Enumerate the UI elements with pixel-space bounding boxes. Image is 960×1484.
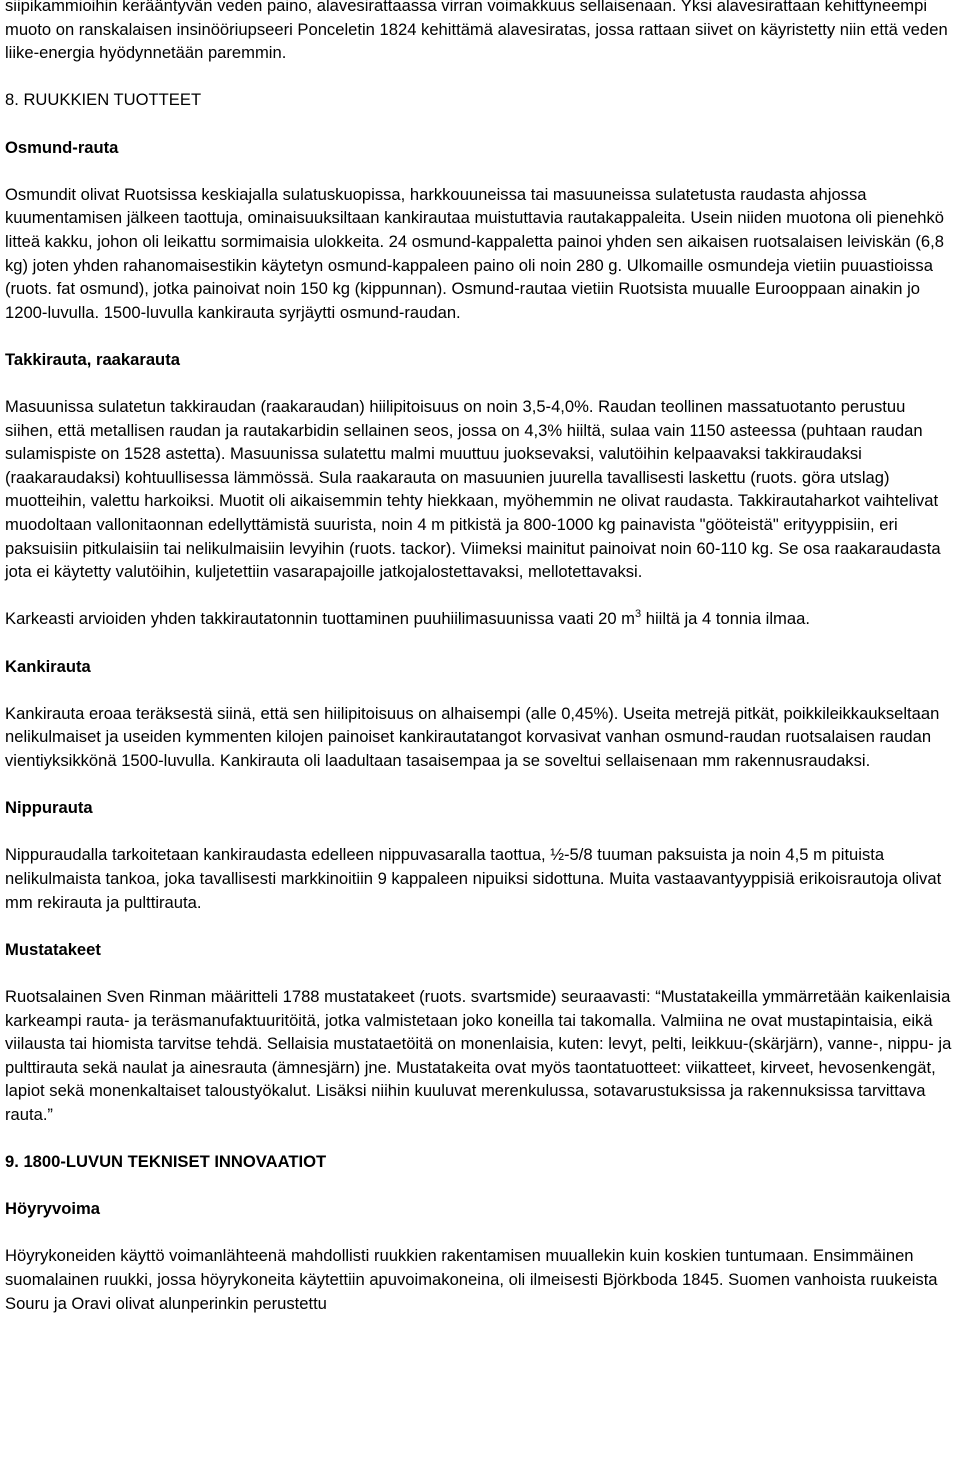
takkirauta-heading: Takkirauta, raakarauta <box>5 349 180 369</box>
hoyryvoima-paragraph: Höyrykoneiden käyttö voimanlähteenä mahdollisti ruukkien rakentamisen muuallekin kuin koskien tuntumaan. Ensimmäinen suomalainen ruukki, jossa höyrykoneita käytettiin apuvoimakoneina, oli ilmeisesti Björkboda 1845. Suomen vanhoista ruukeista Souru ja Oravi olivat alunperinkin perustettu <box>5 1246 938 1313</box>
osmund-paragraph: Osmundit olivat Ruotsissa keskiajalla sulatuskuopissa, harkkouuneissa tai masuuneissa sulatetusta raudasta ahjossa kuumentamisen jälkeen taottuja, ominaisuuksiltaan kankirautaa muistuttavia rautakappaleita. Usein niiden muotona oli pienehkö litteä kakku, johon oli leikattu sormimaisia ulokkeita. 24 osmund-kappaletta painoi yhden sen aikaisen ruotsalaisen leiviskän (6,8 kg) joten yhden rahanomaisestikin käytetyn osmund-kappaleen paino oli noin 280 g. Ulkomaille osmundeja vietiin puuastioissa (ruots. fat osmund), jotka painoivat noin 150 kg (kippunnan). Osmund-rautaa vietiin Ruotsista muualle Eurooppaan ainakin jo 1200-luvulla. 1500-luvulla kankirauta syrjäytti osmund-raudan. <box>5 184 945 322</box>
section-8-title: 8. RUUKKIEN TUOTTEET <box>5 90 202 110</box>
kankirauta-paragraph: Kankirauta eroaa teräksestä siinä, että sen hiilipitoisuus on alhaisempi (alle 0,45%). Useita metrejä pitkät, poikkileikkaukseltaan nelikulmaiset ja useiden kymmenten kilojen painoiset kankirautatangot korvasivat vanhan osmund-raudan ruotsalaisen raudan vientiyksikkönä 1500-luvulla. Kankirauta oli laadultaan tasaisempaa ja se soveltui sellaisenaan mm rakennusraudaksi. <box>5 703 940 770</box>
takkirauta-estimate-paragraph <box>5 607 957 631</box>
kankirauta-heading: Kankirauta <box>5 656 91 676</box>
mustatakeet-paragraph: Ruotsalainen Sven Rinman määritteli 1788 mustatakeet (ruots. svartsmide) seuraavasti: “Mustatakeilla ymmärretään kaikenlaisia karkeampi rauta- ja teräsmanufaktuuritöitä, jotka valmistetaan joko koneilla tai takomalla. Valmiina ne ovat mustapintaisia, eikä viilausta tai hiomista tarvitse tehdä. Sellaisia mustataetöitä on monenlaisia, kuten: levyt, pelti, leikkuu-(skärjärn), vanne-, nippu- ja pulttirauta sekä naulat ja ainesrauta (ämnesjärn) jne. Mustatakeita ovat myös taontatuotteet: viikatteet, kirveet, hevosenkengät, lapiot sekä monenkaltaiset taloustyökalut. Lisäksi niihin kuuluvat merenkulussa, sotavarustuksissa ja rakennuksissa tarvittava rauta.” <box>5 986 952 1124</box>
document-page <box>5 0 957 1339</box>
mustatakeet-heading: Mustatakeet <box>5 939 101 959</box>
estimate-text-after: hiiltä ja 4 tonnia ilmaa. <box>641 609 810 629</box>
nippurauta-heading: Nippurauta <box>5 798 93 818</box>
estimate-superscript: 3 <box>635 608 642 621</box>
takkirauta-paragraph: Masuunissa sulatetun takkiraudan (raakaraudan) hiilipitoisuus on noin 3,5-4,0%. Raudan teollinen massatuotanto perustuu siihen, että metallisen raudan ja rautakarbidin sellainen seos, jossa on 4,3% hiiltä, sulaa vain 1150 asteessa (puhtaan raudan sulamispiste on 1528 astetta). Masuunissa sulatettu malmi muuttuu juoksevaksi, valutöihin kelpaavaksi takkiraudaksi (raakaraudaksi) kohtuullisessa lämmössä. Sula raakarauta on masuunien juurella tavallisesti laskettu (ruots. göra utslag) muotteihin, valettu harkoiksi. Muotit oli aikaisemmin tehty hiekkaan, myöhemmin ne olivat raudasta. Takkirautaharkot vaihtelivat muodoltaan vallonitaonnan edellyttämistä suurista, noin 4 m pitkistä ja 800-1000 kg painavista "gööteistä" erityyppisiin, eri paksuisiin pitkulaisiin tai nelikulmaisiin levyihin (ruots. tackor). Viimeksi mainitut painoivat noin 60-110 kg. Se osa raakaraudasta jota ei käytetty valutöihin, kuljetettiin vasarapajoille jatkojalostettavaksi, mellotettavaksi. <box>5 397 941 582</box>
intro-paragraph: siipikammioihin kerääntyvän veden paino, alavesirattaassa virran voimakkuus sellaisenaan. Yksi alavesirattaan kehittyneempi muoto on ranskalaisen insinööriupseeri Ponceletin 1824 kehittämä alavesiratas, jossa rattaan siivet on käyristetty niin että veden liike-energia hyödynnetään paremmin. <box>5 0 948 63</box>
section-9-title: 9. 1800-LUVUN TEKNISET INNOVAATIOT <box>5 1152 327 1172</box>
hoyryvoima-heading: Höyryvoima <box>5 1199 100 1219</box>
nippurauta-paragraph: Nippuraudalla tarkoitetaan kankiraudasta edelleen nippuvasaralla taottua, ½-5/8 tuuman paksuista ja noin 4,5 m pituista nelikulmaista tankoa, joka tavallisesti markkinoitiin 9 kappaleen nipuiksi sidottuna. Muita vastaavantyyppisiä erikoisrautoja olivat mm rekirauta ja pulttirauta. <box>5 845 942 912</box>
estimate-text-before: Karkeasti arvioiden yhden takkirautatonnin tuottaminen puuhiilimasuunissa vaati 20 m <box>5 609 636 629</box>
osmund-heading: Osmund-rauta <box>5 137 119 157</box>
